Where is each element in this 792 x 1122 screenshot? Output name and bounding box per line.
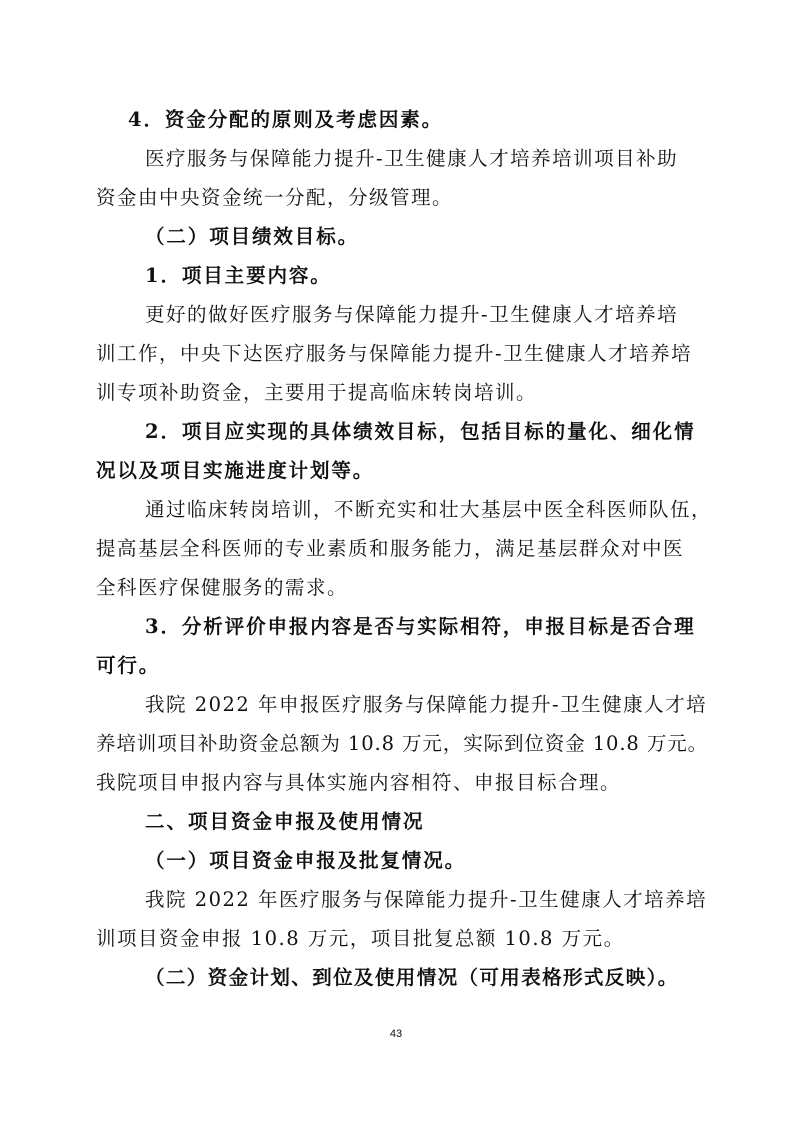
paragraph-line: 训工作，中央下达医疗服务与保障能力提升-卫生健康人才培养培: [96, 342, 693, 365]
subheading-analysis: 3．分析评价申报内容是否与实际相符，申报目标是否合理: [145, 615, 696, 638]
paragraph-line: 我院 2022 年申报医疗服务与保障能力提升-卫生健康人才培: [145, 693, 708, 716]
subheading-specific-goals-cont: 况以及项目实施进度计划等。: [96, 459, 375, 482]
paragraph-line: 训专项补助资金，主要用于提高临床转岗培训。: [96, 381, 538, 404]
subheading-specific-goals: 2．项目应实现的具体绩效目标，包括目标的量化、细化情: [145, 420, 696, 443]
subheading-main-content: 1．项目主要内容。: [145, 264, 332, 287]
paragraph-line: 全科医疗保健服务的需求。: [96, 576, 349, 599]
paragraph-line: 资金由中央资金统一分配，分级管理。: [96, 186, 454, 209]
paragraph-line: 通过临床转岗培训，不断充实和壮大基层中医全科医师队伍，: [145, 498, 713, 521]
subheading-fund-plan: （二）资金计划、到位及使用情况（可用表格形式反映）。: [145, 966, 679, 989]
page-number: 43: [389, 1028, 403, 1040]
paragraph-line: 养培训项目补助资金总额为 10.8 万元，实际到位资金 10.8 万元。: [96, 732, 709, 755]
paragraph-line: 训项目资金申报 10.8 万元，项目批复总额 10.8 万元。: [96, 927, 625, 950]
section-heading-fund-application: 二、项目资金申报及使用情况: [145, 810, 425, 833]
paragraph-line: 医疗服务与保障能力提升-卫生健康人才培养培训项目补助: [145, 147, 679, 170]
paragraph-line: 更好的做好医疗服务与保障能力提升-卫生健康人才培养培: [145, 303, 679, 326]
paragraph-line: 提高基层全科医师的专业素质和服务能力，满足基层群众对中医: [96, 537, 685, 560]
subheading-application-approval: （一）项目资金申报及批复情况。: [145, 849, 467, 872]
section-heading-performance-goals: （二）项目绩效目标。: [145, 225, 360, 248]
subheading-analysis-cont: 可行。: [96, 654, 161, 677]
section-heading-allocation-principles: 4．资金分配的原则及考虑因素。: [128, 108, 444, 131]
paragraph-line: 我院 2022 年医疗服务与保障能力提升-卫生健康人才培养培: [145, 888, 708, 911]
paragraph-line: 我院项目申报内容与具体实施内容相符、申报目标合理。: [96, 771, 622, 794]
